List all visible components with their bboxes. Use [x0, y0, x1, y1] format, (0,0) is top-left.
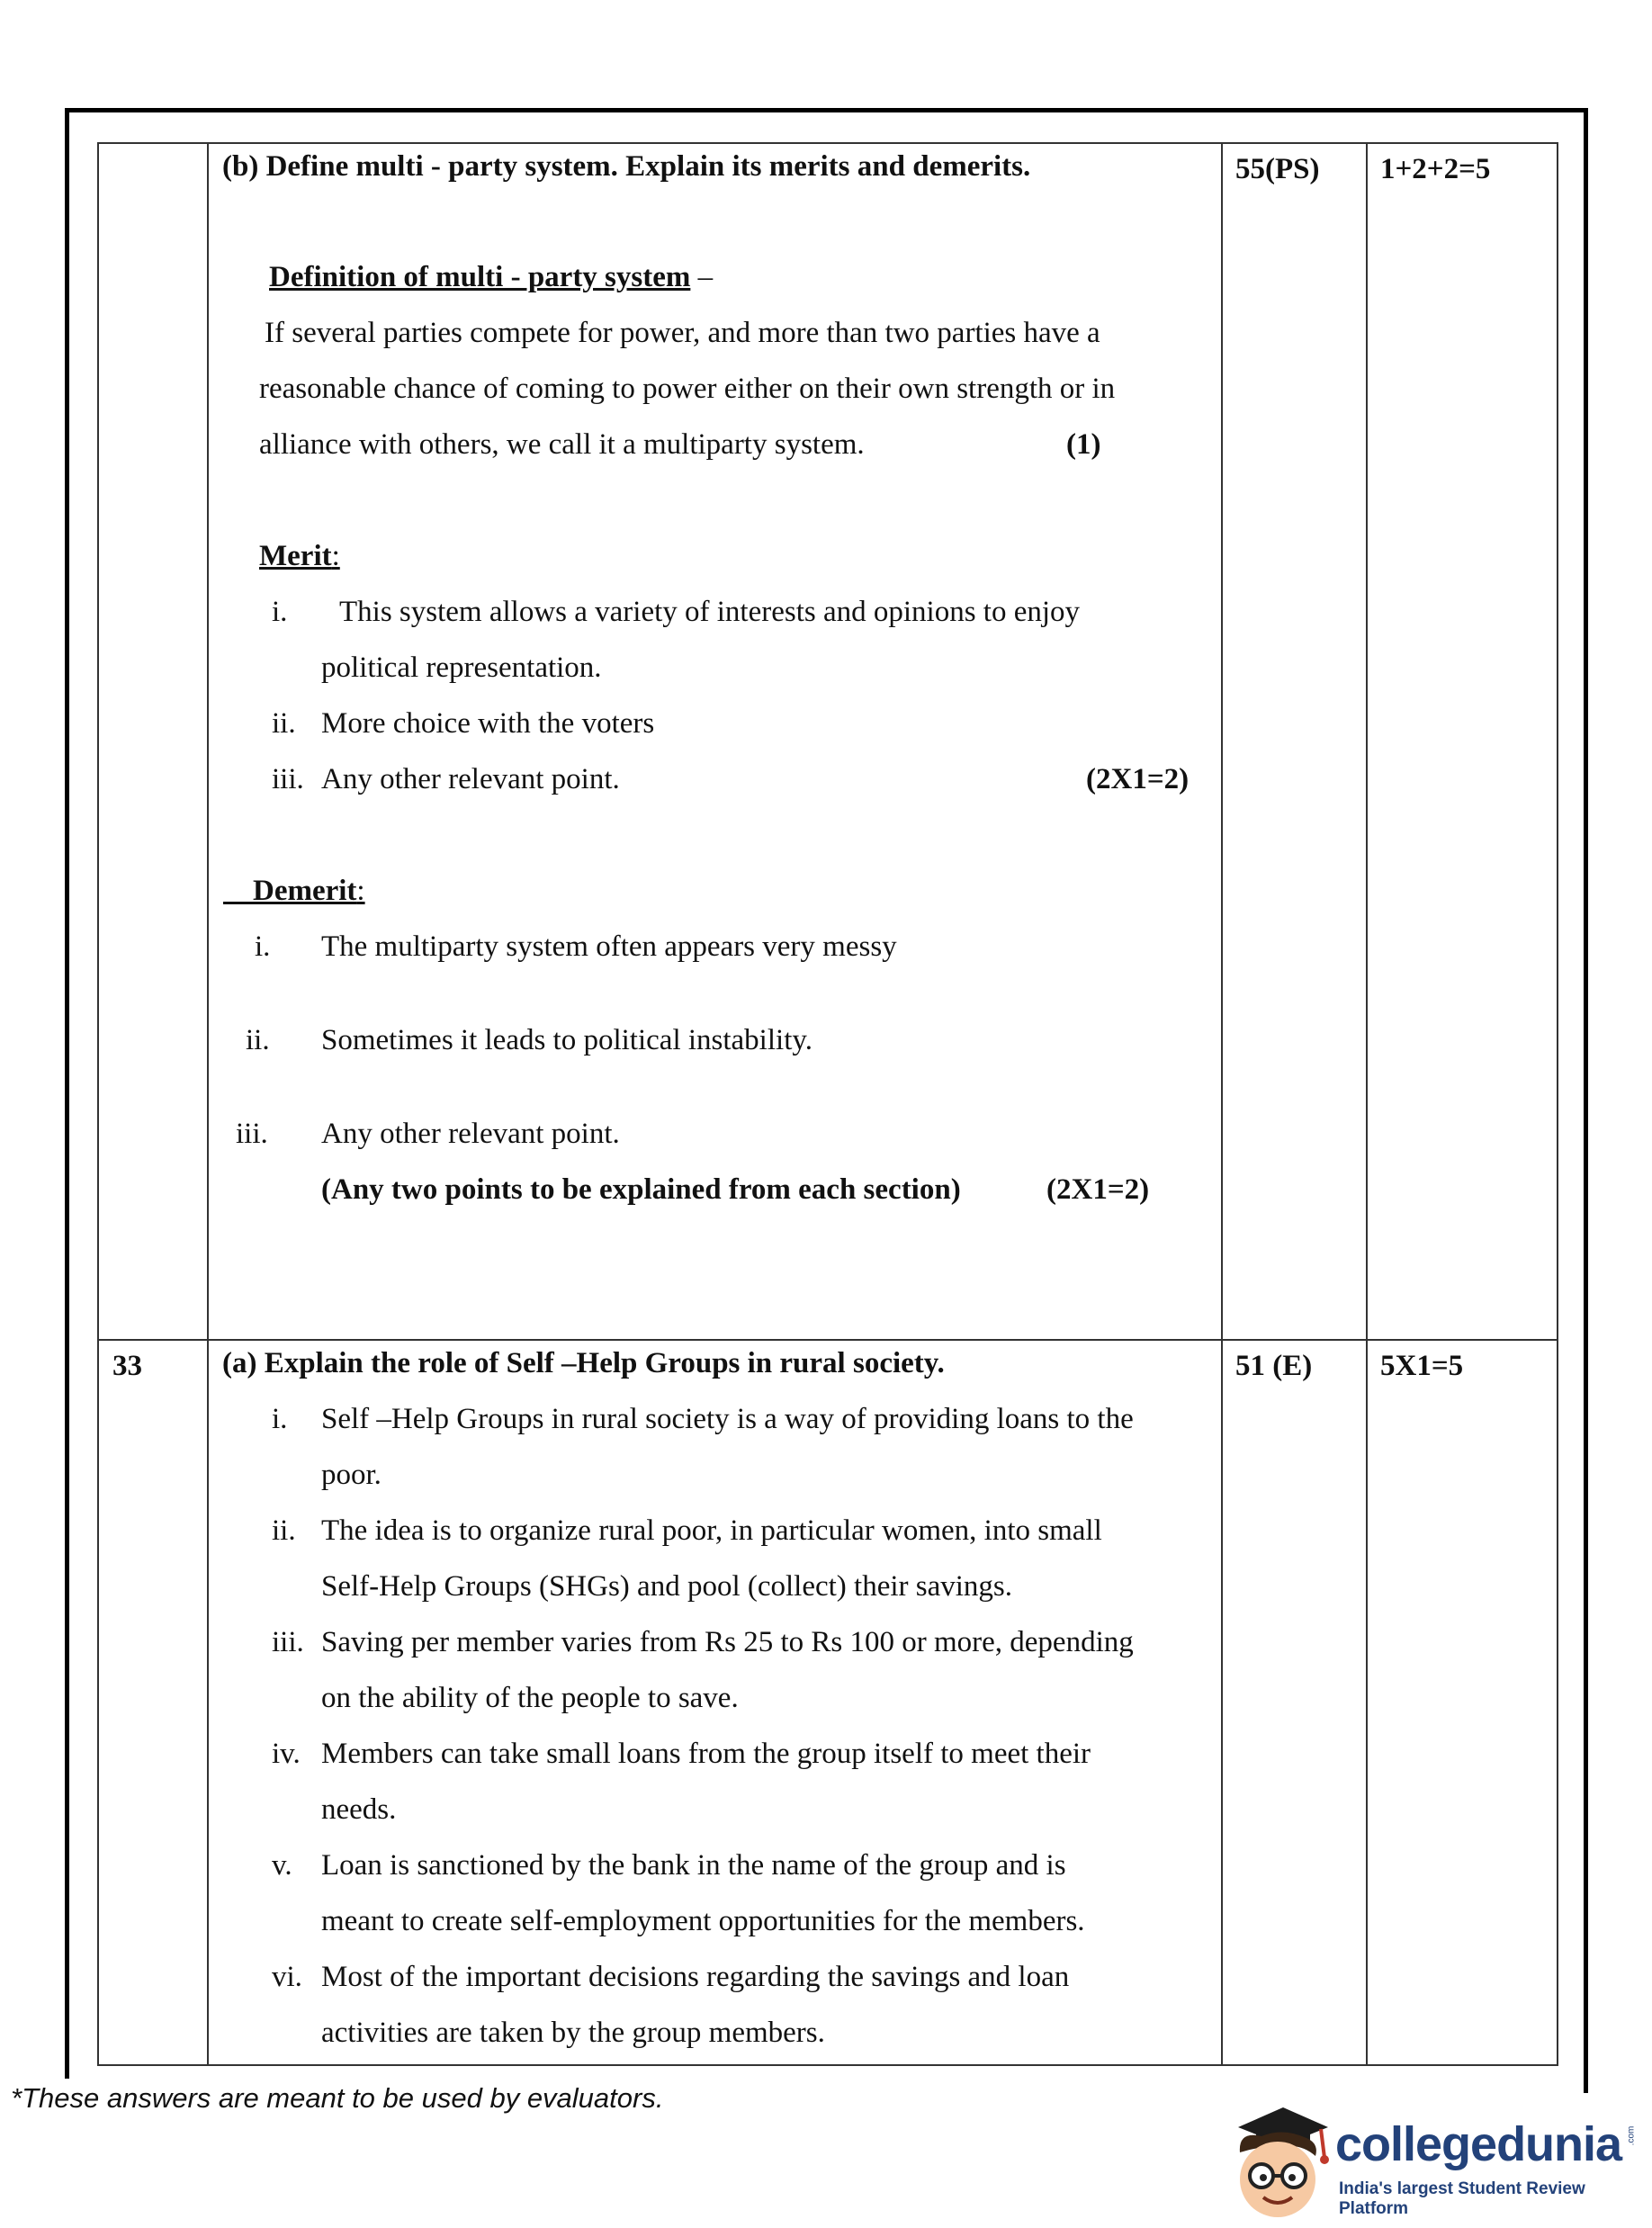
point-5-line-1: Loan is sanctioned by the bank in the name of the group and is	[321, 1849, 1066, 1882]
definition-heading-line	[269, 249, 713, 305]
merit-1-line-1: This system allows a variety of interests and opinions to enjoy	[339, 596, 1081, 628]
logo-wordmark: collegedunia	[1335, 2117, 1622, 2171]
point-3-line-2: on the ability of the people to save.	[321, 1682, 739, 1714]
merit-num-2: ii.	[272, 707, 296, 740]
collegedunia-logo[interactable]	[1220, 2100, 1643, 2226]
definition-heading: Definition of multi - party system	[269, 261, 691, 293]
demerit-2-text: Sometimes it leads to political instability.	[321, 1024, 813, 1056]
merit-heading-line	[259, 528, 340, 584]
learning-outcome-cell	[1222, 143, 1367, 1340]
question-number: 33	[112, 1350, 142, 1382]
question-number-cell	[98, 1340, 208, 2065]
marks-cell	[1367, 1340, 1558, 2065]
table-row-q32b	[98, 143, 1558, 1340]
point-6-line-2: activities are taken by the group members.	[321, 2017, 825, 2049]
demerit-note: (Any two points to be explained from each section)	[321, 1173, 961, 1206]
answer-cell	[208, 1340, 1222, 2065]
definition-dash: –	[690, 261, 714, 293]
definition-line-1: If several parties compete for power, and more than two parties have a	[265, 317, 1100, 349]
evaluator-note: *These answers are meant to be used by evaluators.	[11, 2082, 664, 2114]
definition-line-2: reasonable chance of coming to power either on their own strength or in	[259, 373, 1116, 405]
demerit-heading-line	[223, 863, 365, 919]
student-mascot-icon	[1220, 2100, 1337, 2226]
merit-num-1: i.	[272, 596, 288, 628]
demerit-num-2: ii.	[246, 1024, 270, 1056]
merit-3-text: Any other relevant point.	[321, 763, 620, 795]
merit-1-line-2: political representation.	[321, 651, 602, 684]
point-4-line-2: needs.	[321, 1793, 397, 1826]
page-frame-left	[65, 108, 69, 2079]
point-3-line-1: Saving per member varies from Rs 25 to Rs 100 or more, depending	[321, 1626, 1134, 1658]
definition-line-3: alliance with others, we call it a multiparty system.	[259, 428, 865, 461]
demerit-1-text: The multiparty system often appears very messy	[321, 930, 897, 963]
merit-colon: :	[331, 540, 340, 572]
merit-num-3: iii.	[272, 763, 304, 795]
point-4-line-1: Members can take small loans from the group itself to meet their	[321, 1738, 1091, 1770]
point-num-5: v.	[272, 1849, 292, 1882]
demerit-heading: Demerit	[253, 875, 357, 907]
demerit-mark: (2X1=2)	[1046, 1173, 1150, 1206]
learning-outcome-cell	[1222, 1340, 1367, 2065]
definition-mark: (1)	[1066, 428, 1101, 461]
point-2-line-2: Self-Help Groups (SHGs) and pool (collect) their savings.	[321, 1570, 1013, 1603]
demerit-colon: :	[356, 875, 365, 907]
question-title: (a) Explain the role of Self –Help Groups in rural society.	[222, 1347, 945, 1379]
table-row-q33a	[98, 1340, 1558, 2065]
question-number	[99, 144, 207, 153]
demerit-num-1: i.	[255, 930, 271, 963]
question-title: (b) Define multi - party system. Explain its merits and demerits.	[222, 150, 1031, 183]
merit-heading: Merit	[259, 540, 332, 572]
merit-mark: (2X1=2)	[1086, 763, 1190, 795]
point-5-line-2: meant to create self-employment opportunities for the members.	[321, 1905, 1085, 1937]
question-number-cell	[98, 143, 208, 1340]
learning-outcome: 51 (E)	[1235, 1350, 1313, 1382]
marks-distribution: 1+2+2=5	[1380, 153, 1491, 185]
answer-cell	[208, 143, 1222, 1340]
merit-2-text: More choice with the voters	[321, 707, 655, 740]
point-num-2: ii.	[272, 1514, 296, 1547]
point-num-1: i.	[272, 1403, 288, 1435]
point-6-line-1: Most of the important decisions regarding the savings and loan	[321, 1961, 1070, 1993]
marks-cell	[1367, 143, 1558, 1340]
point-2-line-1: The idea is to organize rural poor, in particular women, into small	[321, 1514, 1102, 1547]
point-num-3: iii.	[272, 1626, 304, 1658]
point-num-4: iv.	[272, 1738, 301, 1770]
logo-com: .com	[1626, 2125, 1637, 2146]
learning-outcome: 55(PS)	[1235, 153, 1320, 185]
marks-distribution: 5X1=5	[1380, 1350, 1464, 1382]
demerit-num-3: iii.	[236, 1118, 268, 1150]
point-1-line-1: Self –Help Groups in rural society is a way of providing loans to the	[321, 1403, 1134, 1435]
marking-scheme-table	[97, 142, 1558, 2066]
page-frame-top	[65, 108, 1588, 112]
page-frame-right	[1584, 108, 1588, 2093]
logo-tagline: India's largest Student Review Platform	[1339, 2179, 1585, 2218]
demerit-3-text: Any other relevant point.	[321, 1118, 620, 1150]
point-num-6: vi.	[272, 1961, 302, 1993]
point-1-line-2: poor.	[321, 1459, 382, 1491]
